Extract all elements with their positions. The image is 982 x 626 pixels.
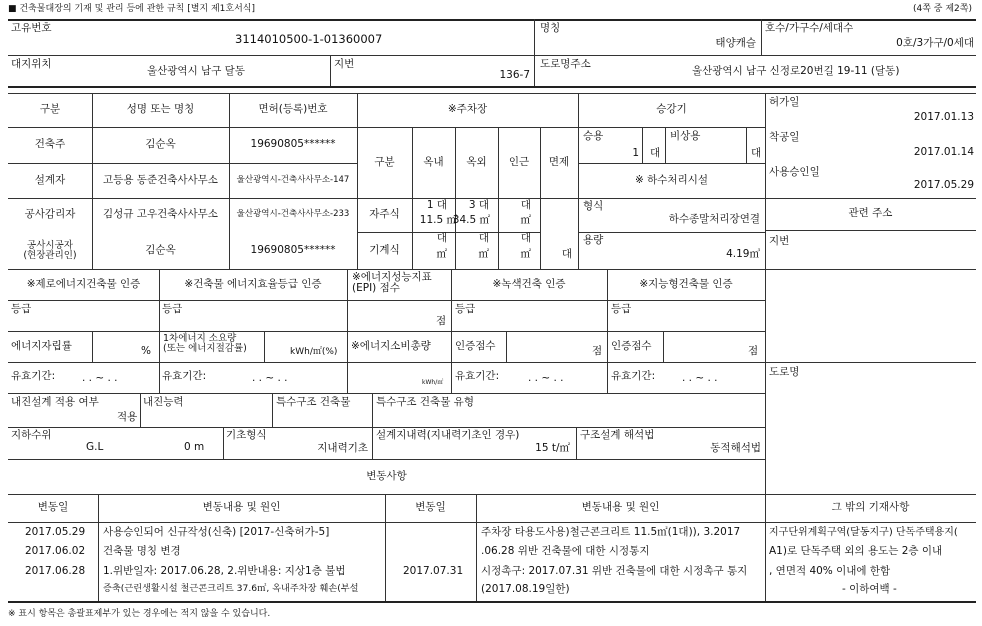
foundation-value: 지내력기초 [317,442,368,454]
other-line-3: , 연면적 40% 이내에 한함 [769,565,891,577]
changes-content-col-left: 변동내용 및 원인 [202,501,281,514]
parking-self-indoor-area: 11.5 ㎡ [419,214,457,226]
start-value: 2017.01.14 [913,146,974,158]
foundation-label: 기초형식 [226,429,267,441]
bearing-value: 15 t/㎡ [535,442,570,454]
sewage-capacity-value: 4.19㎥ [726,248,760,260]
underground-value: 0 m [184,441,205,453]
elevator-passenger-label: 승용 [583,130,604,142]
elevator-passenger-value: 1 [632,147,639,159]
parking-mech-label: 기계식 [369,243,400,256]
related-road-label: 도로명 [769,366,800,378]
bearing-label: 설계지내력(지내력기초인 경우) [376,429,520,441]
parking-col-indoor: 옥내 [423,155,444,168]
people-col-license: 면허(등록)번호 [258,103,328,116]
parking-self-label: 자주식 [369,208,400,221]
parking-self-outdoor-area: 34.5 ㎡ [452,214,490,226]
change-date-1: 2017.05.29 [25,526,86,538]
contractor-role: 공사시공자 (현장관리인) [23,240,77,261]
owner-license: 19690805****** [250,138,336,151]
changes-date-col-right: 변동일 [415,501,446,514]
related-address-label: 관련 주소 [848,207,893,220]
analysis-label: 구조설계 해석법 [580,429,655,441]
smart-valid-dates: . . ~ . . [682,372,718,384]
site-label: 대지위치 [11,58,52,70]
green-valid-dates: . . ~ . . [528,372,564,384]
supervisor-license: 울산광역시-건축사사무소-233 [236,209,350,220]
parking-mech-nearby-unit: 대 [520,232,531,244]
road-label: 도로명주소 [540,58,591,70]
zero-grade-label: 등급 [11,303,32,315]
zero-energy-title: ※제로에너지건축물 인증 [26,277,141,290]
sewage-capacity-label: 용량 [583,234,604,246]
change-right-line-1: 주차장 타용도사용)철근콘크리트 11.5㎡(1대)), 3.2017 [481,526,741,538]
smart-title: ※지능형건축물 인증 [639,277,733,290]
contractor-license: 19690805****** [250,243,336,256]
smart-score-point: 점 [748,345,759,357]
consumption-unit: kWh/㎡ [422,379,444,386]
contractor-name: 김순옥 [145,243,176,256]
green-title: ※녹색건축 인증 [492,277,566,290]
self-sufficiency-label: 에너지자립률 [11,340,72,352]
eff-valid-label: 유효기간: [162,370,207,382]
parking-title: ※주차장 [447,103,488,116]
changes-other-col: 그 밖의 기재사항 [831,501,910,514]
green-valid-label: 유효기간: [455,370,500,382]
zero-valid-label: 유효기간: [11,370,56,382]
parking-col-exempt: 면제 [548,155,570,168]
start-label: 착공일 [769,131,800,143]
change-date-2: 2017.06.02 [25,545,86,557]
units-value: 0호/3가구/0세대 [896,37,974,49]
name-label: 명칭 [540,22,561,34]
lot-label: 지번 [334,58,355,70]
parking-self-nearby-area: ㎡ [520,214,531,226]
other-line-1: 지구단위계획구역(달동지구) 단독주택용지( [769,527,958,538]
related-lot-label: 지번 [769,235,790,247]
elevator-title: 승강기 [656,103,687,116]
parking-self-nearby-unit: 대 [520,199,531,211]
special-type-label: 특수구조 건축물 유형 [376,396,474,408]
change-date-right: 2017.07.31 [403,565,464,577]
supervisor-role: 공사감리자 [24,208,76,221]
parking-self-indoor-count: 1 대 [426,199,447,211]
people-col-type: 구분 [39,103,61,116]
page-label: (4쪽 중 제2쪽) [913,4,972,14]
special-structure-label: 특수구조 건축물 [276,396,351,408]
eff-valid-dates: . . ~ . . [252,372,288,384]
primary-energy-unit: kWh/㎡(%) [290,347,338,357]
parking-exempt-unit: 대 [561,248,572,260]
owner-role: 건축주 [34,138,66,151]
supervisor-name: 김성규 고우건축사사무소 [103,208,218,221]
seismic-capacity-label: 내진능력 [143,396,184,408]
smart-grade-label: 등급 [611,303,632,315]
other-line-2: A1)로 단독주택 외의 용도는 2층 이내 [769,545,943,557]
sewage-type-label: 형식 [583,200,604,212]
seismic-label: 내진설계 적용 여부 [11,396,99,408]
elevator-passenger-unit: 대 [650,147,661,159]
green-score-point: 점 [592,345,603,357]
units-label: 호수/가구수/세대수 [765,22,854,34]
change-line-3: 1.위반일자: 2017.06.28, 2.위반내용: 지상1층 불법 [103,565,346,577]
lot-value: 136-7 [499,69,530,81]
zero-valid-dates: . . ~ . . [82,372,118,384]
permit-value: 2017.01.13 [913,111,974,123]
green-grade-label: 등급 [455,303,476,315]
sewage-title: ※ 하수처리시설 [635,173,708,186]
energy-consumption-label: ※에너지소비총량 [351,340,431,352]
change-line-4: 증축(근린생활시설 철근콘크리트 37.6㎡, 옥내주차장 훼손(부설 [103,583,359,594]
elevator-emergency-label: 비상용 [670,130,701,142]
changes-title: 변동사항 [366,469,407,482]
footer-note: ※ 표시 항목은 총괄표제부가 있는 경우에는 적지 않을 수 있습니다. [8,609,271,619]
name-value: 태양캐슬 [715,37,756,49]
seismic-value: 적용 [117,411,138,423]
underground-gl: G.L [86,441,104,453]
people-col-name: 성명 또는 명칭 [126,103,195,116]
epi-title: ※에너지성능지표(EPI) 점수 [352,271,432,294]
change-line-2: 건축물 명칭 변경 [103,545,181,557]
underground-label: 지하수위 [11,429,52,441]
parking-mech-nearby-area: ㎡ [520,248,531,260]
id-label: 고유번호 [11,22,52,34]
parking-col-type: 구분 [374,155,395,168]
change-date-3: 2017.06.28 [25,565,86,577]
id-value: 3114010500-1-01360007 [235,32,383,46]
parking-mech-indoor-area: ㎡ [436,248,447,260]
parking-col-outdoor: 옥외 [466,155,487,168]
change-right-line-3: 시정촉구: 2017.07.31 위반 건축물에 대한 시정촉구 통지 [481,565,748,577]
parking-mech-outdoor-area: ㎡ [478,248,489,260]
owner-name: 김순옥 [145,138,176,151]
road-value: 울산광역시 남구 신정로20번길 19-11 (달동) [692,65,900,77]
permit-label: 허가일 [769,96,800,108]
self-sufficiency-percent: % [141,345,151,357]
primary-energy-label: 1차에너지 소요량 (또는 에너지절감률) [163,333,247,354]
smart-score-label: 인증점수 [611,340,652,352]
smart-valid-label: 유효기간: [611,370,656,382]
parking-mech-outdoor-unit: 대 [478,232,489,244]
approval-label: 사용승인일 [769,166,820,178]
site-value: 울산광역시 남구 달동 [147,65,245,77]
changes-date-col-left: 변동일 [37,501,69,514]
elevator-emergency-unit: 대 [751,147,762,159]
designer-role: 설계자 [34,173,66,186]
energy-eff-title: ※건축물 에너지효율등급 인증 [184,277,322,290]
sewage-type-value: 하수종말처리장연결 [668,213,760,225]
designer-license: 울산광역시-건축사사무소-147 [236,174,350,185]
form-title: ■ 건축물대장의 기재 및 관리 등에 관한 규칙 [별지 제1호서식] [8,4,255,14]
change-right-line-4: (2017.08.19일한) [481,583,570,595]
analysis-value: 동적해석법 [710,442,761,454]
changes-content-col-right: 변동내용 및 원인 [581,501,660,514]
designer-name: 고등용 동준건축사사무소 [103,173,218,186]
parking-col-nearby: 인근 [508,155,530,168]
change-line-1: 사용승인되어 신규작성(신축) [2017-신축허가-5] [103,526,330,538]
other-line-4: - 이하여백 - [842,583,897,595]
parking-mech-indoor-unit: 대 [436,232,447,244]
green-score-label: 인증점수 [455,340,496,352]
eff-grade-label: 등급 [162,303,183,315]
change-right-line-2: .06.28 위반 건축물에 대한 시정통지 [481,545,650,557]
parking-self-outdoor-count: 3 대 [468,199,489,211]
approval-value: 2017.05.29 [913,179,974,191]
epi-point: 점 [436,315,447,327]
